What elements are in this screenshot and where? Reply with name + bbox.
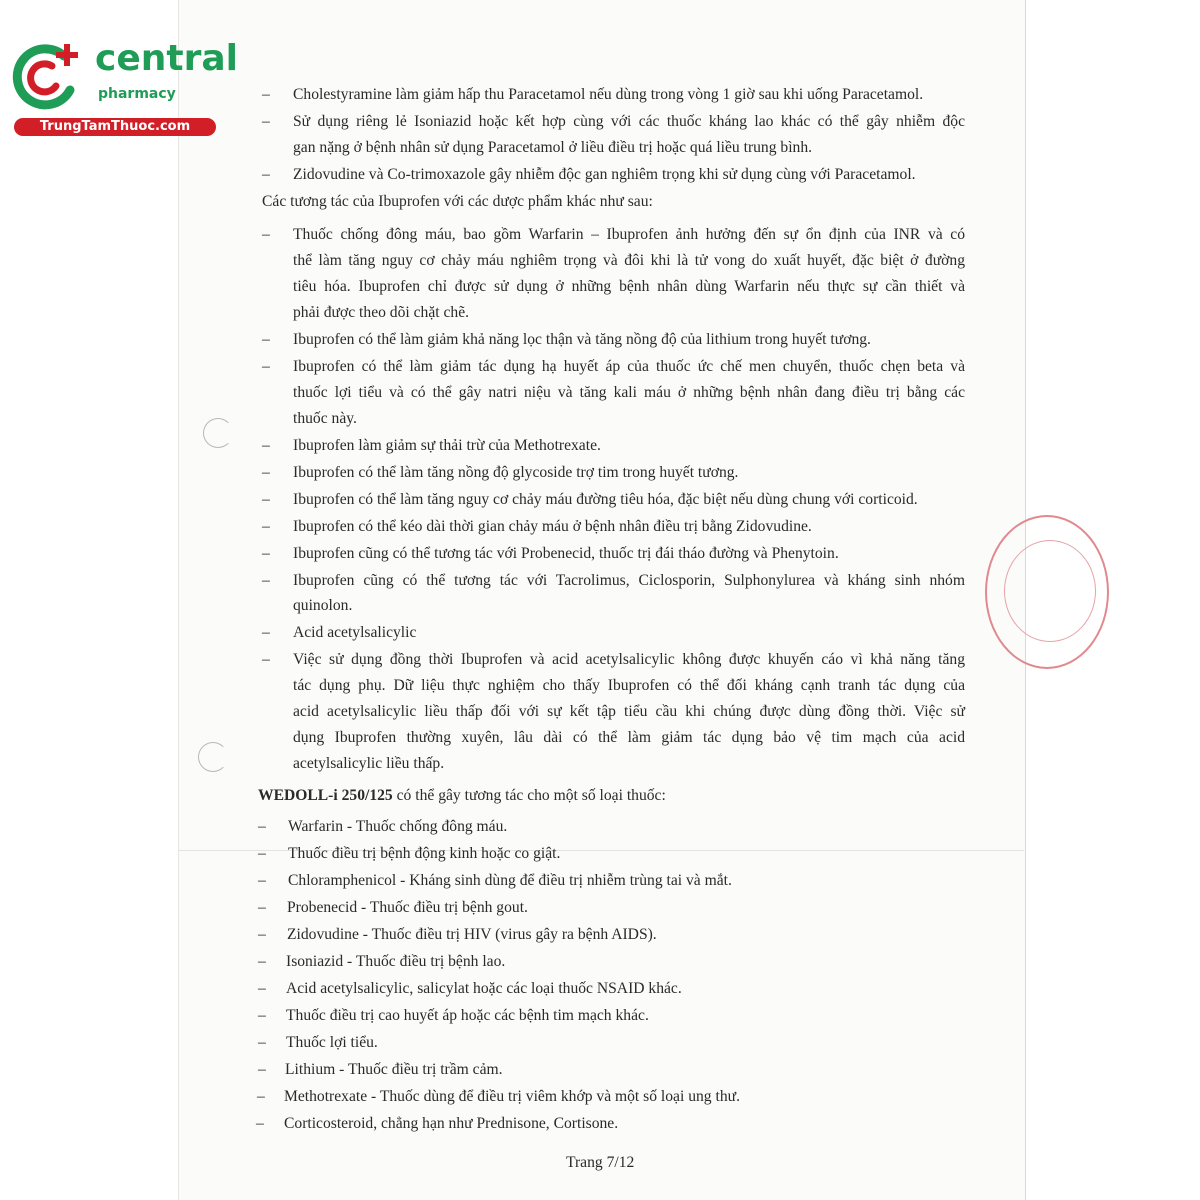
punch-hole xyxy=(198,742,228,772)
page-number: Trang 7/12 xyxy=(566,1154,635,1171)
pharmacy-cross-icon xyxy=(8,36,88,116)
punch-hole xyxy=(203,418,233,448)
section-intro-ibuprofen: Các tương tác của Ibuprofen với các dược phẩm khác như sau: xyxy=(262,193,653,210)
brand-site[interactable]: TrungTamThuoc.com xyxy=(14,118,216,136)
brand-subtitle: pharmacy xyxy=(98,86,176,102)
red-seal-stamp-inner xyxy=(1004,540,1096,642)
section-intro-wedoll: WEDOLL-i 250/125 có thể gây tương tác cho một số loại thuốc: xyxy=(258,787,666,804)
brand-name: central xyxy=(95,38,238,79)
product-name: WEDOLL-i 250/125 xyxy=(258,787,393,804)
central-pharmacy-logo[interactable] xyxy=(8,38,238,140)
